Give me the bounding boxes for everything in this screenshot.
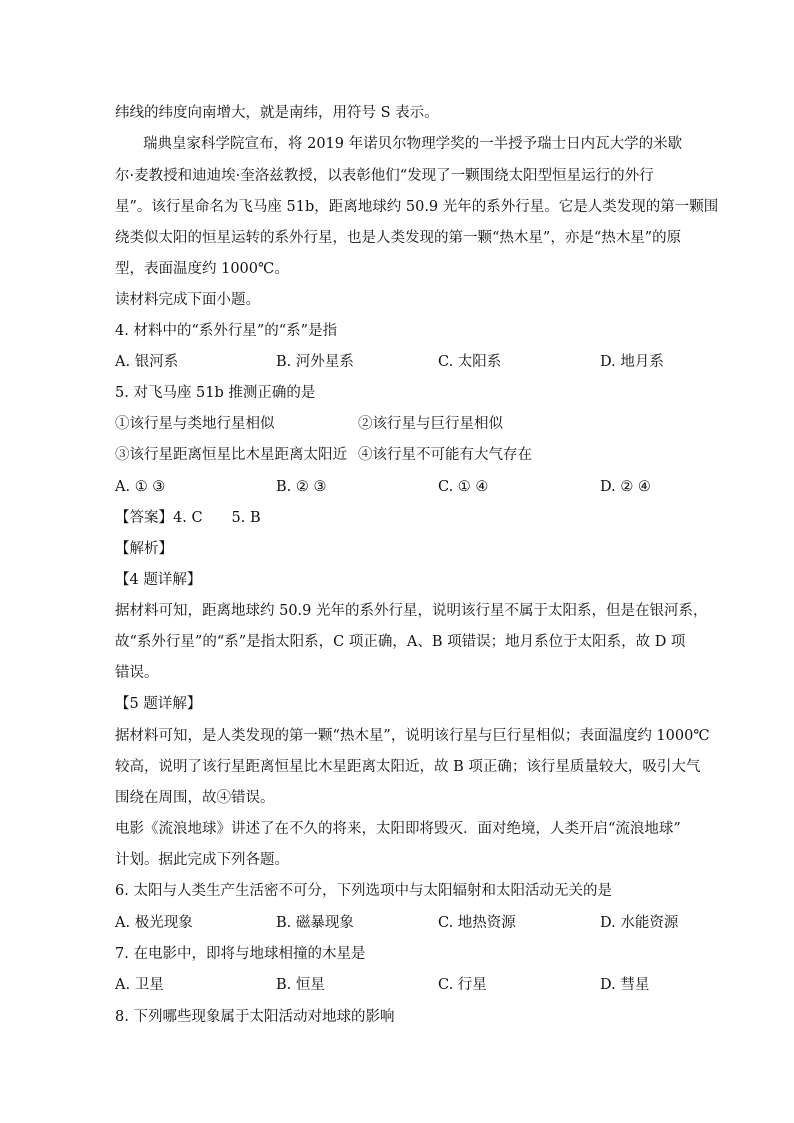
q6-option-a: A. 极光现象 bbox=[115, 915, 193, 931]
question-4: 4. 材料中的“系外行星”的“系”是指 bbox=[115, 323, 338, 339]
q4-detail-line: 错误。 bbox=[115, 665, 159, 681]
q7-option-d: D. 彗星 bbox=[600, 977, 650, 993]
q4-option-c: C. 太阳系 bbox=[438, 354, 502, 370]
q5-detail-line: 据材料可知，是人类发现的第一颗“热木星”，说明该行星与巨行星相似；表面温度约 1000℃ bbox=[115, 728, 710, 744]
q5-option-d: D. ② ④ bbox=[600, 479, 651, 495]
question-7: 7. 在电影中，即将与地球相撞的木星是 bbox=[115, 946, 366, 962]
q5-option-c: C. ① ④ bbox=[438, 479, 489, 495]
analysis-heading: 【解析】 bbox=[115, 541, 173, 557]
passage-line: 型，表面温度约 1000℃。 bbox=[115, 261, 289, 277]
q5-option-a: A. ① ③ bbox=[115, 479, 166, 495]
material-line: 电影《流浪地球》讲述了在不久的将来，太阳即将毁灭．面对绝境，人类开启“流浪地球” bbox=[115, 821, 681, 837]
q6-option-d: D. 水能资源 bbox=[600, 915, 679, 931]
q5-detail-heading: 【5 题详解】 bbox=[115, 696, 202, 712]
q5-statement-1: ①该行星与类地行星相似 bbox=[115, 416, 275, 432]
q5-statement-2: ②该行星与巨行星相似 bbox=[358, 416, 503, 432]
q4-option-a: A. 银河系 bbox=[115, 354, 179, 370]
question-5: 5. 对飞马座 51b 推测正确的是 bbox=[115, 385, 316, 401]
question-6: 6. 太阳与人类生产生活密不可分，下列选项中与太阳辐射和太阳活动无关的是 bbox=[115, 883, 612, 899]
passage-line: 瑞典皇家科学院宣布，将 2019 年诺贝尔物理学奖的一半授予瑞士日内瓦大学的米歇 bbox=[143, 136, 683, 152]
q5-statement-3: ③该行星距离恒星比木星距离太阳近 bbox=[115, 447, 347, 463]
q5-statement-4: ④该行星不可能有大气存在 bbox=[358, 447, 532, 463]
answer-line: 【答案】4. C 5. B bbox=[115, 510, 261, 526]
text-line: 纬线的纬度向南增大，就是南纬，用符号 S 表示。 bbox=[115, 105, 439, 121]
q6-option-c: C. 地热资源 bbox=[438, 915, 516, 931]
q4-detail-heading: 【4 题详解】 bbox=[115, 572, 202, 588]
q4-option-b: B. 河外星系 bbox=[276, 354, 354, 370]
passage-line: 尔·麦教授和迪迪埃·奎洛兹教授，以表彰他们“发现了一颗围绕太阳型恒星运行的外行 bbox=[115, 168, 654, 184]
q7-option-b: B. 恒星 bbox=[276, 977, 325, 993]
q4-detail-line: 故“系外行星”的“系”是指太阳系，C 项正确，A、B 项错误；地月系位于太阳系，故 D 项 bbox=[115, 634, 686, 650]
material-line: 计划。据此完成下列各题。 bbox=[115, 852, 289, 868]
passage-line: 绕类似太阳的恒星运转的系外行星，也是人类发现的第一颗“热木星”，亦是“热木星”的原 bbox=[115, 230, 682, 246]
q4-option-d: D. 地月系 bbox=[600, 354, 664, 370]
q5-detail-line: 较高，说明了该行星距离恒星比木星距离太阳近，故 B 项正确；该行星质量较大，吸引大气 bbox=[115, 759, 701, 775]
q4-detail-line: 据材料可知，距离地球约 50.9 光年的系外行星，说明该行星不属于太阳系，但是在银河系， bbox=[115, 603, 708, 619]
question-8: 8. 下列哪些现象属于太阳活动对地球的影响 bbox=[115, 1009, 395, 1025]
instruction-line: 读材料完成下面小题。 bbox=[115, 292, 260, 308]
q7-option-a: A. 卫星 bbox=[115, 977, 164, 993]
q6-option-b: B. 磁暴现象 bbox=[276, 915, 354, 931]
passage-line: 星”。该行星命名为飞马座 51b，距离地球约 50.9 光年的系外行星。它是人类发现的第一颗围 bbox=[115, 199, 719, 215]
q5-option-b: B. ② ③ bbox=[276, 479, 327, 495]
q7-option-c: C. 行星 bbox=[438, 977, 487, 993]
q5-detail-line: 围绕在周围，故④错误。 bbox=[115, 790, 275, 806]
